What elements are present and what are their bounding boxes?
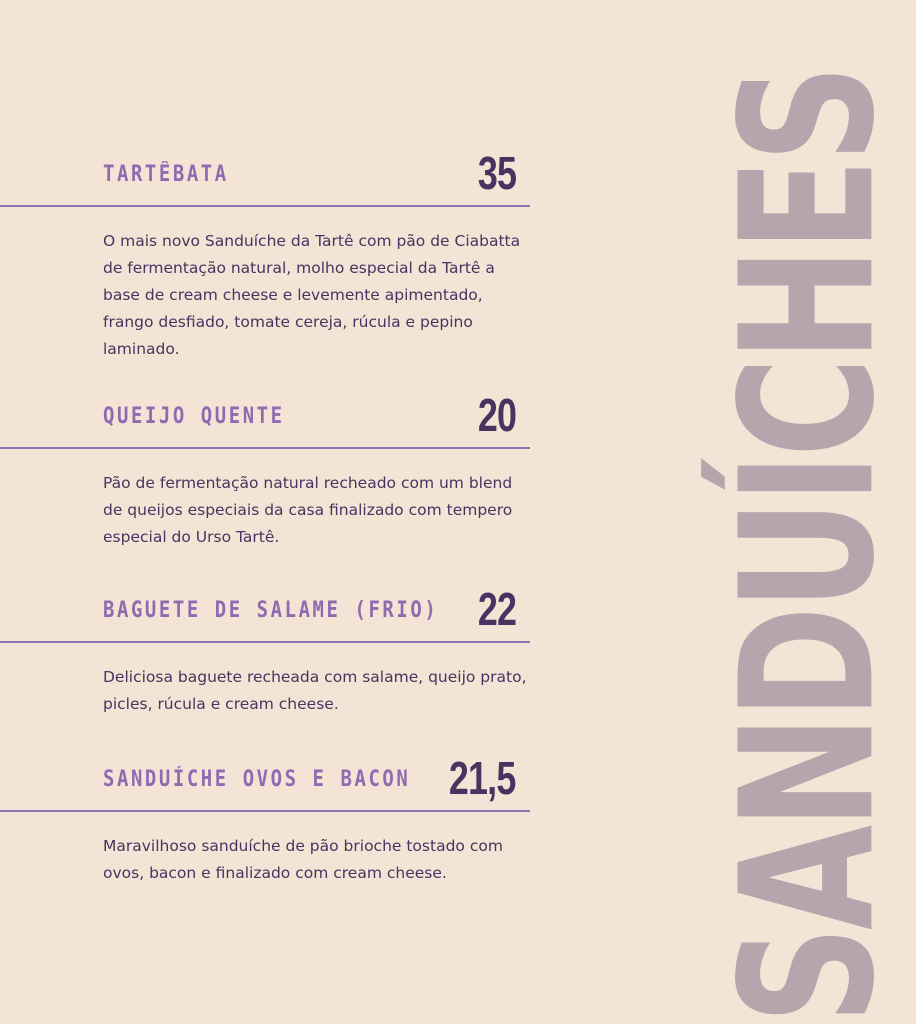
item-header bbox=[0, 387, 530, 449]
item-header bbox=[0, 581, 530, 643]
item-name: SANDUÍCHE OVOS E BACON bbox=[103, 767, 411, 792]
menu-item-tartebata bbox=[0, 145, 530, 363]
item-price: 22 bbox=[477, 583, 516, 635]
item-name: TARTÊBATA bbox=[103, 162, 229, 187]
menu-item-queijo-quente bbox=[0, 387, 530, 551]
item-description: Pão de fermentação natural recheado com um blend de queijos especiais da casa finalizado com tempero especial do Urso Tartê. bbox=[103, 474, 513, 546]
section-title-vertical bbox=[580, 68, 916, 1024]
item-price: 20 bbox=[477, 389, 516, 441]
item-price: 35 bbox=[477, 147, 516, 199]
item-header bbox=[0, 145, 530, 207]
item-description: Deliciosa baguete recheada com salame, queijo prato, picles, rúcula e cream cheese. bbox=[103, 668, 527, 713]
item-name: BAGUETE DE SALAME (FRIO) bbox=[103, 598, 439, 623]
section-title: SANDUÍCHES bbox=[702, 68, 916, 1024]
menu-item-sanduiche-ovos-bacon bbox=[0, 750, 530, 887]
item-description: O mais novo Sanduíche da Tartê com pão de Ciabatta de fermentação natural, molho especial da Tartê a base de cream cheese e levemente apimentado, frango desfiado, tomate cereja, rúcula e pepino laminado. bbox=[103, 232, 521, 358]
menu-item-baguete-salame bbox=[0, 581, 530, 718]
item-header bbox=[0, 750, 530, 812]
item-price: 21,5 bbox=[449, 752, 516, 804]
item-name: QUEIJO QUENTE bbox=[103, 404, 285, 429]
item-description: Maravilhoso sanduíche de pão brioche tostado com ovos, bacon e finalizado com cream cheese. bbox=[103, 837, 503, 882]
